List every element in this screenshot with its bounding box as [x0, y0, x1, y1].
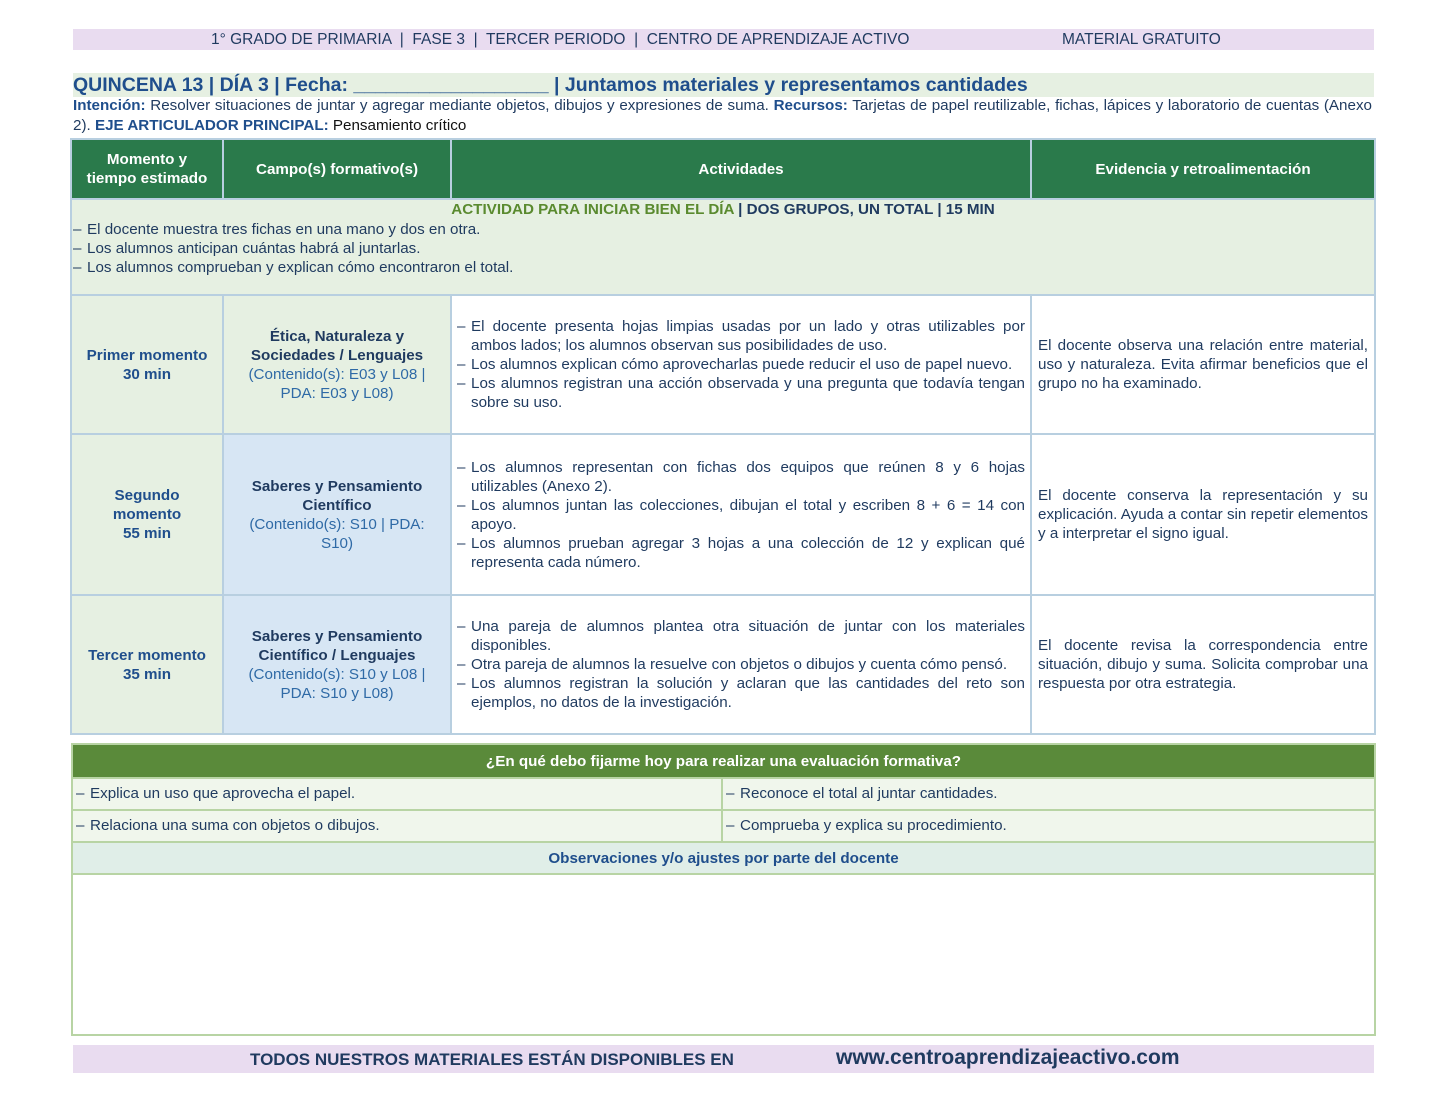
evaluation-row	[72, 810, 1375, 842]
evaluation-cell	[722, 810, 1375, 842]
campo-name: Saberes y Pensamiento Científico / Lenguajes	[251, 627, 423, 664]
resources-label: Recursos:	[773, 97, 848, 114]
list-item: – Los alumnos comprueban y explican cómo encontraron el total.	[72, 258, 1374, 277]
title-suffix: | Juntamos materiales y representamos cantidades	[548, 74, 1028, 96]
footer-link[interactable]: www.centroaprendizajeactivo.com	[836, 1046, 1180, 1069]
list-item: – Los alumnos juntan las colecciones, dibujan el total y escriben 8 + 6 = 14 con apoyo.	[456, 496, 1025, 534]
date-field[interactable]: __________________	[353, 74, 549, 96]
campo-cell	[223, 295, 451, 434]
table-row	[71, 295, 1375, 434]
intention-paragraph	[73, 96, 1372, 135]
list-item: – El docente muestra tres fichas en una mano y dos en otra.	[72, 220, 1374, 239]
momento-cell	[71, 295, 223, 434]
momento-cell	[71, 595, 223, 734]
intention-label: Intención:	[73, 97, 146, 114]
page-title	[73, 72, 1028, 98]
list-item: – Los alumnos prueban agregar 3 hojas a una colección de 12 y explican qué representa cada número.	[456, 534, 1025, 572]
list-item: – Los alumnos registran una acción observada y una pregunta que todavía tengan sobre su uso.	[456, 374, 1025, 412]
evaluation-row	[72, 778, 1375, 810]
header-info: 1° GRADO DE PRIMARIA | FASE 3 | TERCER PERIODO | CENTRO DE APRENDIZAJE ACTIVO	[211, 31, 910, 48]
header-momento: Momento y tiempo estimado	[71, 139, 223, 199]
header-bar	[73, 29, 1374, 50]
activities-list	[456, 458, 1025, 572]
observations-title: Observaciones y/o ajustes por parte del docente	[72, 842, 1375, 874]
footer-bar	[73, 1045, 1374, 1073]
list-item: – Los alumnos registran la solución y aclaran que las cantidades del reto son ejemplos, no datos de la investigación.	[456, 674, 1025, 712]
activities-list	[456, 317, 1025, 412]
footer-text: TODOS NUESTROS MATERIALES ESTÁN DISPONIBLES EN	[250, 1050, 734, 1069]
momento-name: Tercer momento	[88, 646, 206, 664]
plan-table	[70, 138, 1376, 735]
evaluation-header-row	[72, 744, 1375, 778]
list-item: – Los alumnos representan con fichas dos equipos que reúnen 8 y 6 hojas utilizables (Anexo 2).	[456, 458, 1025, 496]
list-item: – Una pareja de alumnos plantea otra situación de juntar con los materiales disponibles.	[456, 617, 1025, 655]
campo-content: (Contenido(s): E03 y L08 | PDA: E03 y L08)	[248, 365, 426, 402]
campo-name: Ética, Naturaleza y Sociedades / Lenguajes	[250, 327, 424, 364]
intention-text: Resolver situaciones de juntar y agregar mediante objetos, dibujos y expresiones de suma.	[145, 97, 774, 114]
axis-label: EJE ARTICULADOR PRINCIPAL:	[94, 116, 329, 134]
campo-content: (Contenido(s): S10 | PDA: S10)	[249, 515, 425, 552]
list-item: – Los alumnos anticipan cuántas habrá al juntarlas.	[72, 239, 1374, 258]
free-material-label: MATERIAL GRATUITO	[1062, 31, 1221, 48]
start-activity-title	[72, 200, 1374, 220]
momento-cell	[71, 434, 223, 595]
start-activity-list	[72, 220, 1374, 277]
list-item: – Comprueba y explica su procedimiento.	[725, 811, 1372, 841]
momento-name: Segundo momento	[112, 487, 182, 523]
campo-name: Saberes y Pensamiento Científico	[251, 477, 423, 514]
header-actividades: Actividades	[451, 139, 1031, 199]
list-item: – Explica un uso que aprovecha el papel.	[75, 779, 719, 809]
header-evidencia: Evidencia y retroalimentación	[1031, 139, 1375, 199]
evaluation-title: ¿En qué debo fijarme hoy para realizar una evaluación formativa?	[72, 744, 1375, 778]
campo-content: (Contenido(s): S10 y L08 | PDA: S10 y L08)	[248, 665, 426, 702]
evaluation-cell	[72, 778, 722, 810]
list-item: – Relaciona una suma con objetos o dibujos.	[75, 811, 719, 841]
momento-time: 55 min	[122, 525, 172, 542]
activities-list	[456, 617, 1025, 712]
momento-name: Primer momento	[86, 346, 208, 364]
title-prefix: QUINCENA 13 | DÍA 3 | Fecha:	[73, 74, 354, 96]
observations-header-row	[72, 842, 1375, 874]
table-header-row	[71, 139, 1375, 199]
evaluation-table	[71, 743, 1376, 1036]
start-activity-detail: | DOS GRUPOS, UN TOTAL | 15 MIN	[733, 201, 995, 218]
observations-input-area[interactable]	[72, 874, 1375, 1035]
momento-time: 30 min	[122, 365, 172, 383]
table-row	[71, 595, 1375, 734]
list-item: – Reconoce el total al juntar cantidades.	[725, 779, 1372, 809]
list-item: – Los alumnos explican cómo aprovecharlas puede reducir el uso de papel nuevo.	[456, 355, 1025, 374]
campo-cell	[223, 595, 451, 734]
resources-text: Tarjetas de papel reutilizable, fichas, lápices y laboratorio de cuentas (Anexo 2).	[73, 97, 1372, 134]
evaluation-cell	[722, 778, 1375, 810]
activities-cell	[451, 434, 1031, 595]
momento-time: 35 min	[122, 665, 172, 683]
activities-cell	[451, 595, 1031, 734]
observations-row	[72, 874, 1375, 1035]
list-item: – Otra pareja de alumnos la resuelve con objetos o dibujos y cuenta cómo pensó.	[456, 655, 1025, 674]
start-activity-label: ACTIVIDAD PARA INICIAR BIEN EL DÍA	[451, 201, 734, 218]
axis-text: Pensamiento crítico	[328, 116, 467, 134]
campo-cell	[223, 434, 451, 595]
list-item: – El docente presenta hojas limpias usadas por un lado y otras utilizables por ambos lados; los alumnos observan sus posibilidades de uso.	[456, 317, 1025, 355]
activities-cell	[451, 295, 1031, 434]
header-campo: Campo(s) formativo(s)	[223, 139, 451, 199]
start-activity-row	[71, 199, 1375, 295]
evidence-cell: El docente conserva la representación y su explicación. Ayuda a contar sin repetir elementos y a interpretar el signo igual.	[1031, 434, 1375, 595]
start-activity-cell	[71, 199, 1375, 295]
evaluation-cell	[72, 810, 722, 842]
evidence-cell: El docente observa una relación entre material, uso y naturaleza. Evita afirmar beneficios que el grupo no ha examinado.	[1031, 295, 1375, 434]
table-row	[71, 434, 1375, 595]
evidence-cell: El docente revisa la correspondencia entre situación, dibujo y suma. Solicita comprobar una respuesta por otra estrategia.	[1031, 595, 1375, 734]
